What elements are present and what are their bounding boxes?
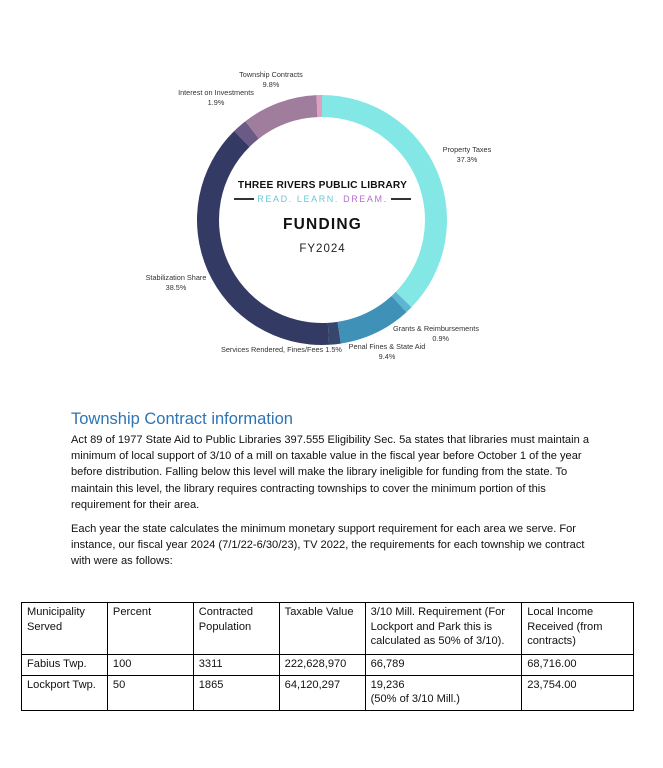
library-name: THREE RIVERS PUBLIC LIBRARY	[237, 180, 408, 191]
header-income: Local Income Received (from contracts)	[522, 603, 634, 655]
requirement-note: (50% of 3/10 Mill.)	[370, 693, 460, 706]
header-percent: Percent	[107, 603, 193, 655]
donut-slice-other	[317, 95, 322, 117]
label-township-contracts: Township Contracts 9.8%	[239, 70, 303, 89]
cell-requirement	[365, 675, 522, 710]
cell-requirement: 66,789	[365, 655, 522, 676]
cell-taxable-value: 64,120,297	[279, 675, 365, 710]
table-row	[22, 655, 634, 676]
label-stabilization-share: Stabilization Share 38.5%	[145, 273, 207, 292]
cell-taxable-value: 222,628,970	[279, 655, 365, 676]
cell-population: 3311	[193, 655, 279, 676]
header-municipality: Municipality Served	[22, 603, 108, 655]
cell-percent: 100	[107, 655, 193, 676]
cell-population: 1865	[193, 675, 279, 710]
paragraph-eligibility: Act 89 of 1977 State Aid to Public Libraries 397.555 Eligibility Sec. 5a states that libraries must maintain a minimum of local support of 3/10 of a mill on taxable value in the fiscal year before October 1 of the year before distribution. Falling below this level will make the library ineligible for funding from the state. To maintain this level, the library requires contracting townships to cover the minimum portion of this requirement for their area.	[71, 434, 589, 511]
cell-municipality: Lockport Twp.	[22, 675, 108, 710]
header-population: Contracted Population	[193, 603, 279, 655]
label-property-taxes: Property Taxes 37.3%	[442, 145, 492, 164]
section-heading: Township Contract information	[71, 410, 293, 428]
label-services-rendered: Services Rendered, Fines/Fees 1.5%	[221, 345, 342, 354]
cell-income: 68,716.00	[522, 655, 634, 676]
header-requirement: 3/10 Mill. Requirement (For Lockport and Park this is calculated as 50% of 3/10).	[365, 603, 522, 655]
header-taxable-value: Taxable Value	[279, 603, 365, 655]
tagline-left-rule	[234, 198, 254, 199]
label-penal-fines-state-aid: Penal Fines & State Aid 9.4%	[348, 342, 426, 361]
chart-subtitle: FY2024	[299, 243, 346, 255]
tagline-row	[225, 194, 420, 204]
label-interest-on-investments: Interest on Investments 1.9%	[178, 88, 254, 107]
tagline-right-rule	[391, 198, 411, 199]
cell-municipality: Fabius Twp.	[22, 655, 108, 676]
cell-income: 23,754.00	[522, 675, 634, 710]
township-contract-table	[21, 602, 634, 711]
cell-percent: 50	[107, 675, 193, 710]
table-row	[22, 675, 634, 710]
paragraph-requirements: Each year the state calculates the minimum monetary support requirement for each area we serve. For instance, our fiscal year 2024 (7/1/22-6/30/23), TV 2022, the requirements for each township we contract with were as follows:	[71, 523, 585, 568]
label-grants-reimbursements: Grants & Reimbursements 0.9%	[393, 324, 479, 343]
requirement-value: 19,236	[370, 678, 405, 691]
chart-center-logo	[225, 180, 420, 255]
table-header-row	[22, 603, 634, 655]
tagline: READ. LEARN. DREAM.	[257, 194, 388, 204]
chart-title: FUNDING	[282, 216, 362, 233]
